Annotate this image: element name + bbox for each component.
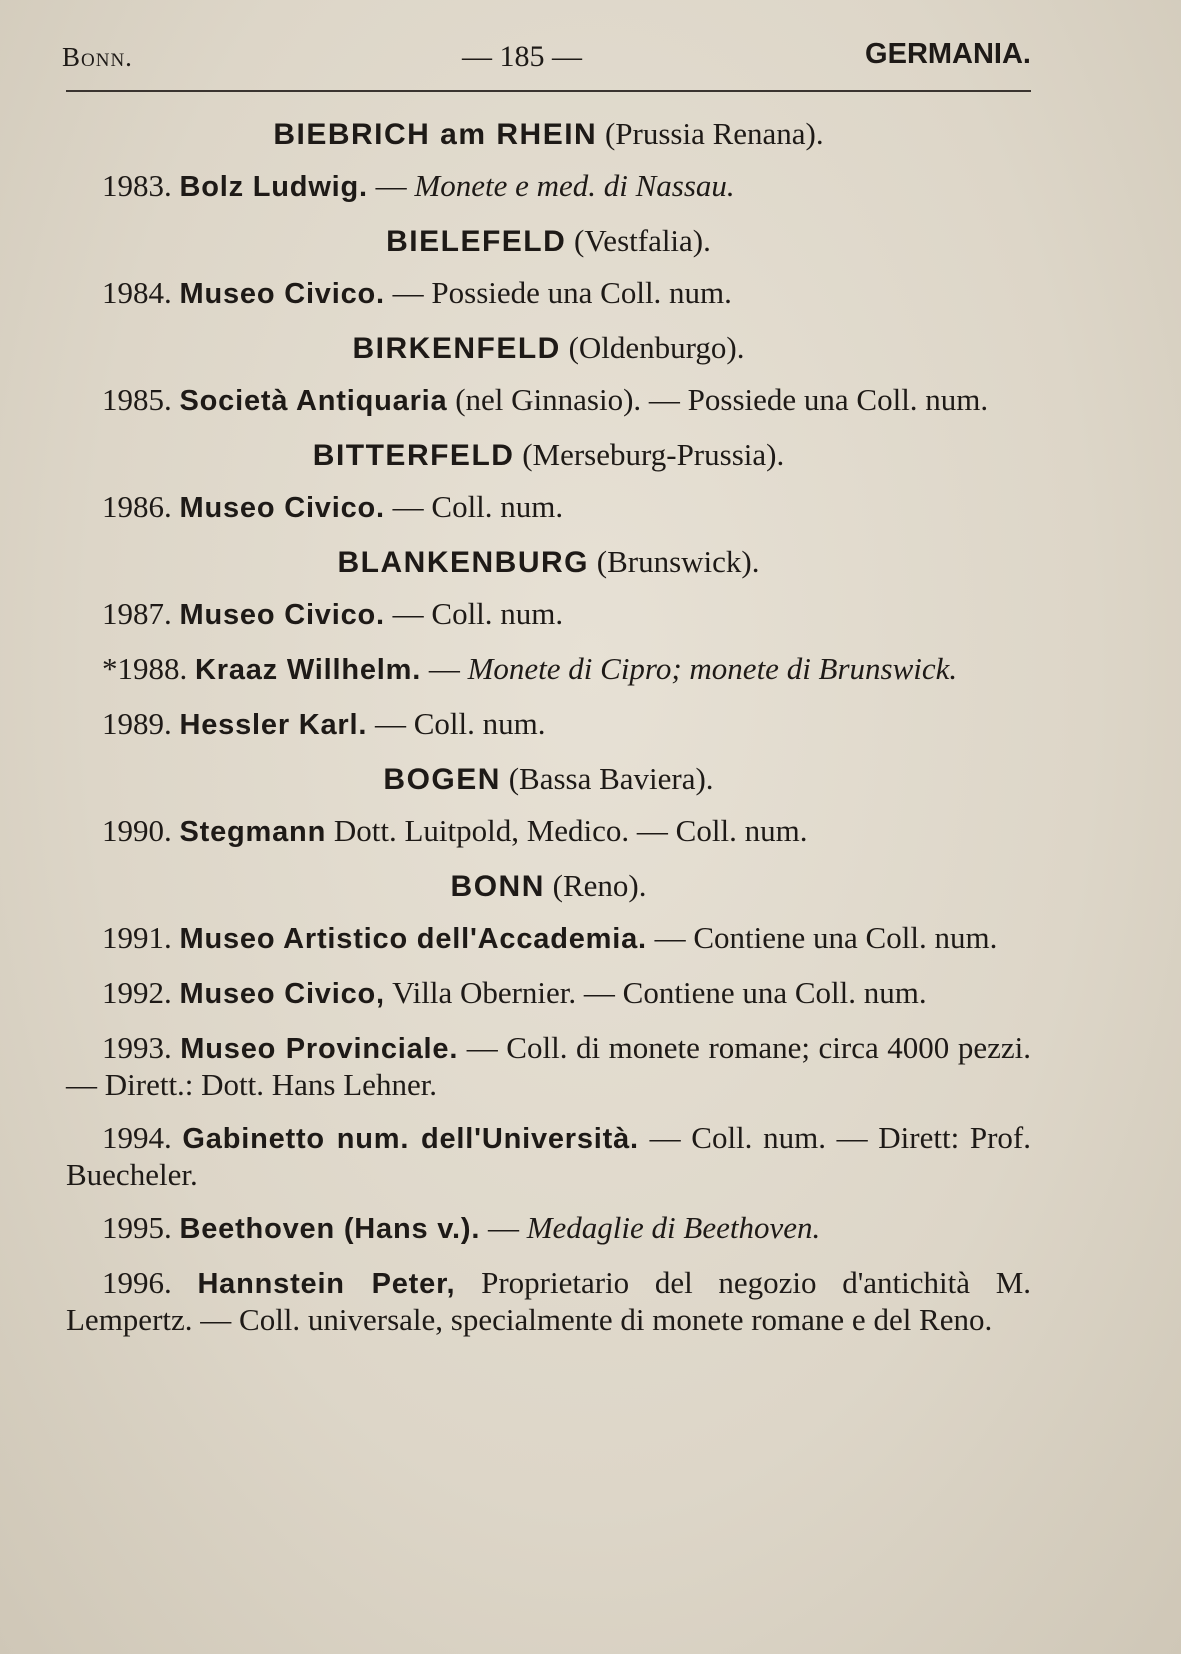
entry-description: — Coll. num. — Dirett: Prof. Buecheler. bbox=[66, 1120, 1032, 1192]
entry-number: 1992. bbox=[102, 975, 172, 1010]
entry-name: Hessler Karl. bbox=[179, 709, 368, 741]
entry-number: 1995. bbox=[102, 1210, 172, 1245]
city-name: BOGEN bbox=[383, 763, 501, 796]
page-number: — 185 — bbox=[462, 40, 582, 73]
city-name: BLANKENBURG bbox=[337, 546, 589, 579]
entry-number: 1986. bbox=[102, 489, 172, 524]
entry-name: Gabinetto num. dell'Università. bbox=[182, 1123, 639, 1155]
list-item bbox=[66, 1210, 1031, 1247]
section-heading bbox=[66, 544, 1031, 580]
entry-name: Stegmann bbox=[179, 816, 327, 848]
region-name: (Brunswick). bbox=[596, 544, 760, 579]
list-item bbox=[66, 1120, 1031, 1192]
region-name: (Merseburg-Prussia). bbox=[522, 437, 785, 472]
running-header bbox=[62, 30, 1031, 90]
city-name: BONN bbox=[450, 870, 545, 903]
section-heading bbox=[66, 223, 1031, 259]
entry-description-italic: Monete di Cipro; monete di Brunswick. bbox=[467, 651, 958, 686]
region-name: (Reno). bbox=[552, 868, 647, 903]
city-name: BIRKENFELD bbox=[352, 332, 561, 365]
section-heading bbox=[66, 437, 1031, 473]
region-name: (Bassa Baviera). bbox=[508, 761, 714, 796]
entry-description-italic: Medaglie di Beethoven. bbox=[526, 1210, 821, 1245]
list-item bbox=[66, 489, 1031, 526]
entry-description: Villa Obernier. — Contiene una Coll. num. bbox=[392, 975, 927, 1010]
entry-number: 1985. bbox=[102, 382, 172, 417]
entry-name: Museo Provinciale. bbox=[180, 1033, 459, 1065]
region-name: (Oldenburgo). bbox=[568, 330, 745, 365]
entry-number: 1987. bbox=[102, 596, 172, 631]
header-city: Bonn. bbox=[62, 42, 133, 72]
list-item bbox=[66, 706, 1031, 743]
entry-name: Bolz Ludwig. bbox=[179, 171, 368, 203]
list-item bbox=[66, 596, 1031, 633]
entry-description: — Coll. num. bbox=[374, 706, 546, 741]
entry-description: — bbox=[375, 168, 415, 203]
entry-description: — bbox=[487, 1210, 527, 1245]
section-heading bbox=[66, 868, 1031, 904]
entry-description: — Coll. di monete romane; circa 4000 pezzi. — Dirett.: Dott. Hans Lehner. bbox=[66, 1030, 1031, 1102]
entry-name: Museo Civico. bbox=[179, 599, 385, 631]
entry-number: 1989. bbox=[102, 706, 172, 741]
entry-number: 1991. bbox=[102, 920, 172, 955]
entry-name: Museo Artistico dell'Accademia. bbox=[179, 923, 647, 955]
header-country: GERMANIA. bbox=[865, 38, 1031, 70]
entry-description: Dott. Luitpold, Medico. — Coll. num. bbox=[333, 813, 808, 848]
entry-name: Museo Civico, bbox=[179, 978, 385, 1010]
entry-name: Hannstein Peter, bbox=[197, 1268, 456, 1300]
city-name: BIELEFELD bbox=[386, 225, 567, 258]
entry-name: Museo Civico. bbox=[179, 492, 385, 524]
section-heading bbox=[66, 330, 1031, 366]
list-item bbox=[66, 275, 1031, 312]
entry-number: 1984. bbox=[102, 275, 172, 310]
entry-description: — Coll. num. bbox=[392, 489, 564, 524]
list-item bbox=[66, 975, 1031, 1012]
directory-listing bbox=[66, 116, 1031, 1355]
entry-number: 1983. bbox=[102, 168, 172, 203]
list-item bbox=[66, 1265, 1031, 1337]
entry-description: Proprietario del negozio d'antichità M. Lempertz. — Coll. universale, specialmente di monete romane e del Reno. bbox=[66, 1265, 1032, 1337]
entry-description: (nel Ginnasio). — Possiede una Coll. num. bbox=[455, 382, 989, 417]
list-item bbox=[66, 1030, 1031, 1102]
entry-name: Kraaz Willhelm. bbox=[195, 654, 422, 686]
city-name: BITTERFELD bbox=[312, 439, 515, 472]
region-name: (Vestfalia). bbox=[574, 223, 711, 258]
entry-number: 1994. bbox=[102, 1120, 172, 1155]
entry-name: Società Antiquaria bbox=[179, 385, 448, 417]
section-heading bbox=[66, 116, 1031, 152]
list-item bbox=[66, 382, 1031, 419]
entry-number: *1988. bbox=[102, 651, 188, 686]
entry-name: Beethoven (Hans v.). bbox=[179, 1213, 481, 1245]
list-item bbox=[66, 920, 1031, 957]
entry-description: — Coll. num. bbox=[392, 596, 564, 631]
city-name: BIEBRICH am RHEIN bbox=[273, 118, 598, 151]
list-item bbox=[66, 813, 1031, 850]
entry-name: Museo Civico. bbox=[179, 278, 385, 310]
region-name: (Prussia Renana). bbox=[604, 116, 824, 151]
header-rule bbox=[66, 90, 1031, 92]
entry-number: 1993. bbox=[102, 1030, 172, 1065]
entry-number: 1996. bbox=[102, 1265, 172, 1300]
entry-description: — bbox=[428, 651, 468, 686]
list-item bbox=[66, 651, 1031, 688]
entry-description-italic: Monete e med. di Nassau. bbox=[414, 168, 735, 203]
list-item bbox=[66, 168, 1031, 205]
entry-description: — Possiede una Coll. num. bbox=[392, 275, 732, 310]
entry-number: 1990. bbox=[102, 813, 172, 848]
entry-description: — Contiene una Coll. num. bbox=[654, 920, 998, 955]
section-heading bbox=[66, 761, 1031, 797]
